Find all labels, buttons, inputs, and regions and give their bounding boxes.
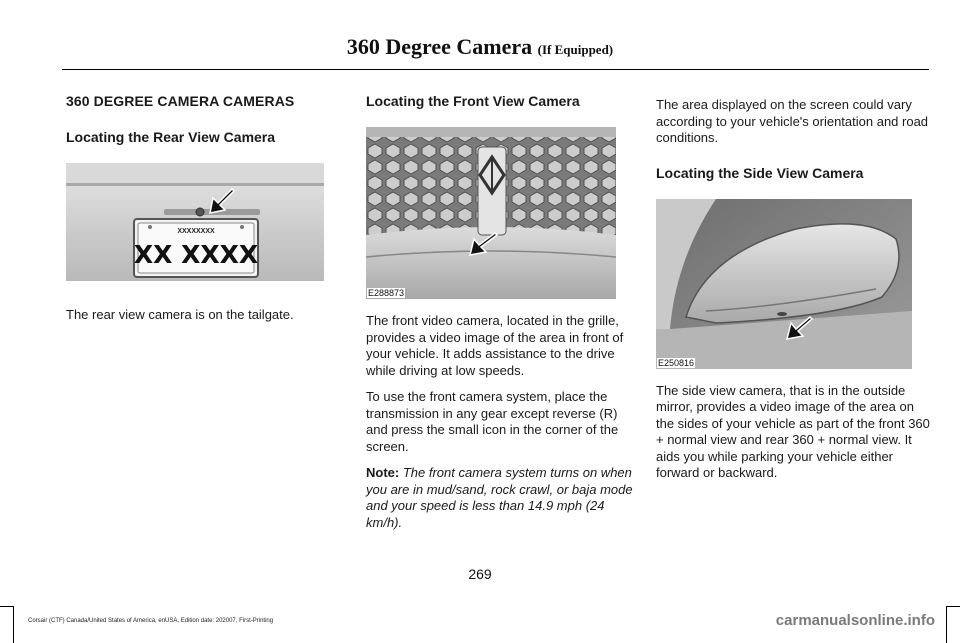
side-camera-heading: Locating the Side View Camera (656, 164, 864, 181)
side-camera-figure (656, 199, 912, 369)
note-label: Note: (366, 465, 400, 480)
plate-text: XX XXXX (133, 240, 259, 269)
rear-camera-caption: The rear view camera is on the tailgate. (66, 307, 294, 322)
plate-region-text: XXXXXXXX (177, 228, 215, 235)
section-heading: 360 DEGREE CAMERA CAMERAS (66, 93, 295, 109)
rear-camera-figure (66, 163, 324, 281)
grille-illustration (366, 127, 616, 299)
front-camera-figure (366, 127, 616, 299)
edition-footer: Corsair (CTF) Canada/United States of America, enUSA, Edition date: 202007, First-Printing (28, 618, 274, 624)
front-camera-heading: Locating the Front View Camera (366, 93, 580, 109)
crop-mark (946, 606, 947, 643)
front-camera-description: The front video camera, located in the grille, provides a video image of the area in front of your vehicle. It adds assistance to the drive while driving at low speeds. (366, 313, 624, 378)
front-camera-note (366, 465, 634, 531)
tailgate-illustration (66, 163, 324, 281)
mirror-illustration (656, 199, 912, 369)
figure-code: E250816 (658, 357, 695, 368)
title-main: 360 Degree Camera (346, 34, 533, 59)
column-front-camera (366, 93, 634, 541)
column-rear-camera (66, 93, 328, 334)
display-area-text: The area displayed on the screen could vary according to your vehicle's orientation and road conditions. (656, 97, 929, 145)
side-camera-description: The side view camera, that is in the outside mirror, provides a video image of the area on the sides of your vehicle as part of the front 360 + normal view and rear 360 + normal view. It aids you while parking your vehicle either forward or backward. (656, 382, 930, 480)
header-rule (62, 69, 929, 70)
title-subtitle: (If Equipped) (537, 42, 614, 57)
page-number: 269 (468, 566, 492, 582)
crop-mark (947, 606, 960, 607)
figure-code: E288873 (368, 288, 405, 298)
rear-camera-heading: Locating the Rear View Camera (66, 129, 276, 145)
page-title (0, 34, 960, 60)
crop-mark (0, 606, 13, 607)
column-side-camera (656, 97, 932, 492)
watermark: carmanualsonline.info (775, 612, 935, 629)
front-camera-instructions: To use the front camera system, place the transmission in any gear except reverse (R) and press the small icon in the corner of the screen. (366, 389, 619, 454)
crop-mark (13, 606, 14, 643)
note-text: The front camera system turns on when you are in mud/sand, rock crawl, or baja mode and your speed is less than 14.9 mph (24 km/h). (366, 465, 633, 530)
